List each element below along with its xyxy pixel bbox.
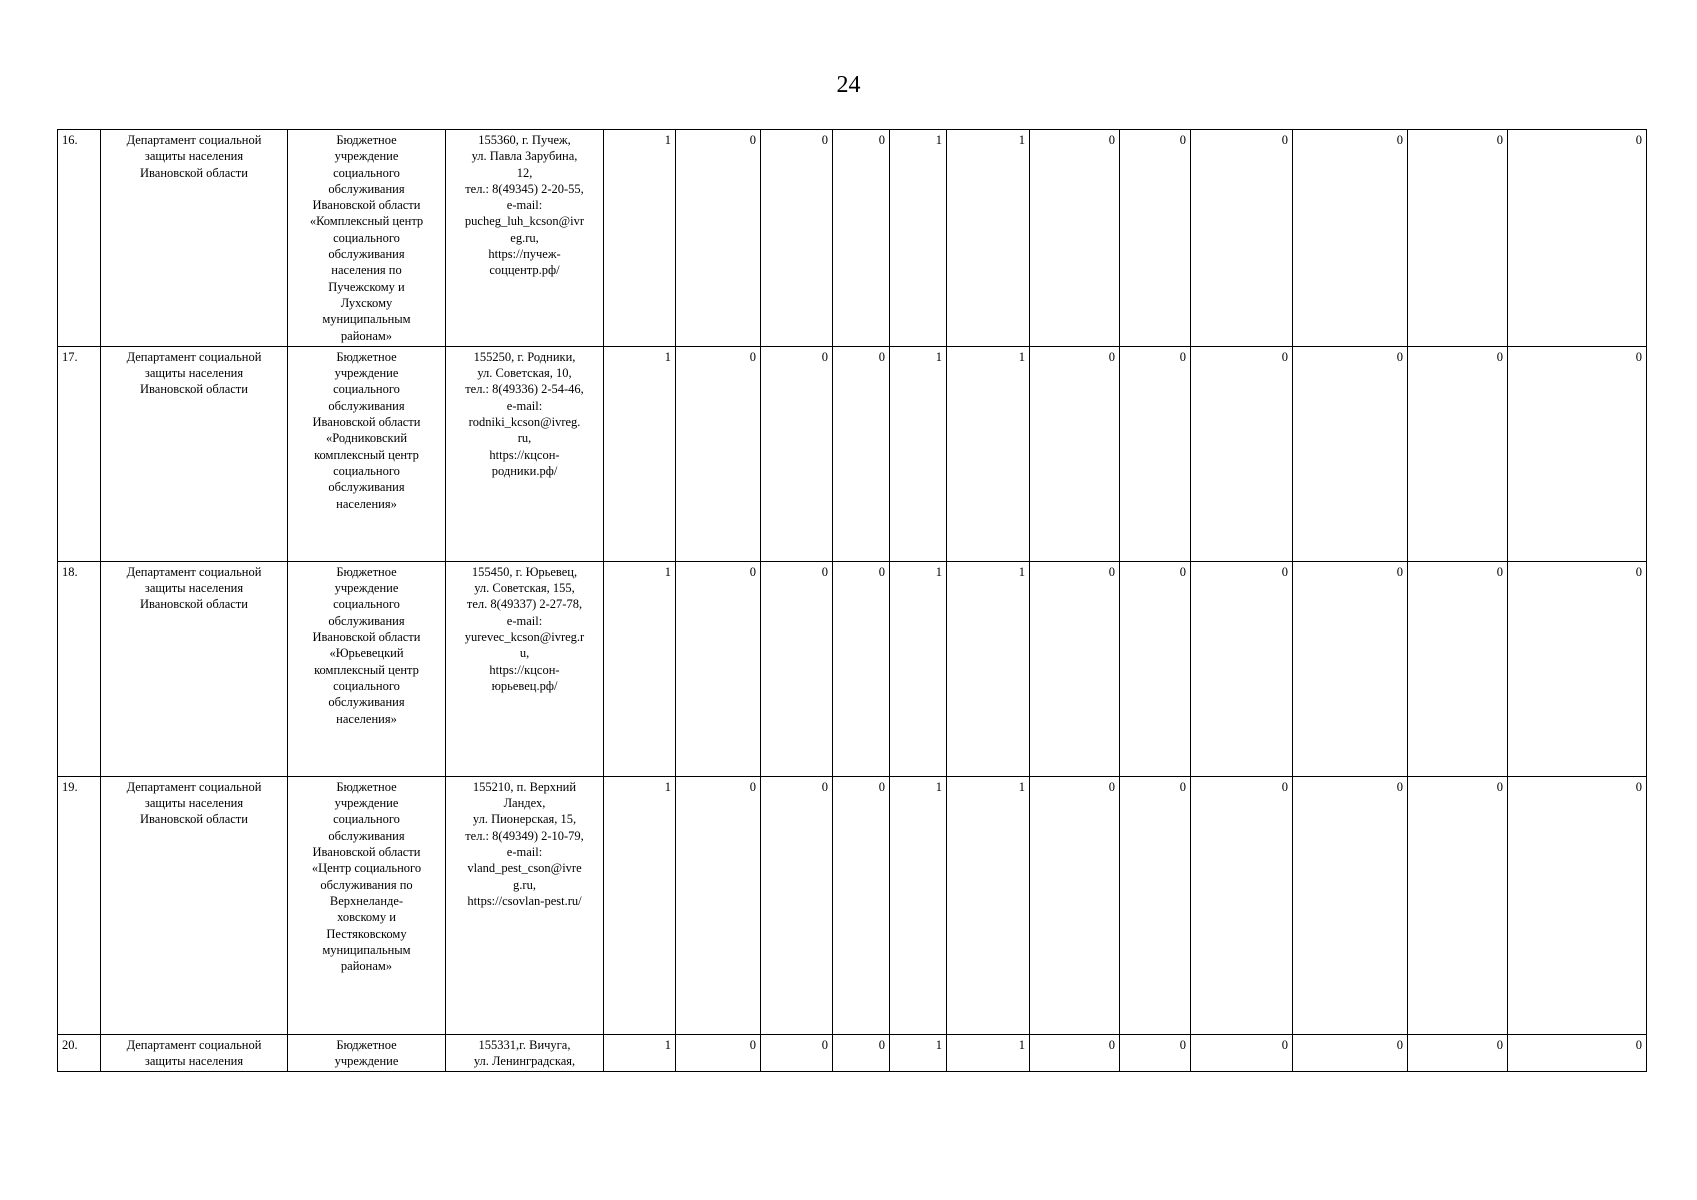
value-cell: 0 <box>1120 130 1191 347</box>
value-cell: 0 <box>1030 776 1120 1034</box>
institution-cell: Бюджетное учреждение социального обслуживания Ивановской области «Юрьевецкий комплексный центр социального обслуживания населения» <box>288 561 446 776</box>
value-cell: 0 <box>833 346 890 561</box>
value-cell: 0 <box>1191 346 1293 561</box>
value-cell: 0 <box>1508 130 1647 347</box>
value-cell: 0 <box>761 130 833 347</box>
value-cell: 1 <box>604 1034 676 1072</box>
value-cell: 1 <box>604 346 676 561</box>
value-cell: 0 <box>1508 346 1647 561</box>
authority-cell: Департамент социальной защиты населения <box>101 1034 288 1072</box>
table-row <box>58 1034 1647 1072</box>
table-row <box>58 776 1647 1034</box>
value-cell: 1 <box>947 1034 1030 1072</box>
value-cell: 1 <box>890 346 947 561</box>
authority-cell: Департамент социальной защиты населения Ивановской области <box>101 346 288 561</box>
value-cell: 1 <box>604 561 676 776</box>
value-cell: 1 <box>890 561 947 776</box>
institution-cell: Бюджетное учреждение <box>288 1034 446 1072</box>
value-cell: 0 <box>1508 776 1647 1034</box>
value-cell: 0 <box>1120 1034 1191 1072</box>
value-cell: 1 <box>947 346 1030 561</box>
value-cell: 0 <box>1120 561 1191 776</box>
table-row <box>58 346 1647 561</box>
address-cell: 155331,г. Вичуга, ул. Ленинградская, <box>446 1034 604 1072</box>
authority-cell: Департамент социальной защиты населения Ивановской области <box>101 130 288 347</box>
institution-cell: Бюджетное учреждение социального обслуживания Ивановской области «Родниковский комплексный центр социального обслуживания населения» <box>288 346 446 561</box>
value-cell: 0 <box>761 561 833 776</box>
address-cell: 155450, г. Юрьевец, ул. Советская, 155, тел. 8(49337) 2-27-78, e-mail: yurevec_kcson@ivreg.r u, https://кцсон- юрьевец.рф/ <box>446 561 604 776</box>
value-cell: 0 <box>1408 561 1508 776</box>
table-row <box>58 561 1647 776</box>
address-cell: 155210, п. Верхний Ландех, ул. Пионерская, 15, тел.: 8(49349) 2-10-79, e-mail: vland_pest_cson@ivre g.ru, https://csovlan-pest.ru/ <box>446 776 604 1034</box>
value-cell: 0 <box>1030 346 1120 561</box>
value-cell: 0 <box>1120 346 1191 561</box>
value-cell: 1 <box>947 776 1030 1034</box>
value-cell: 0 <box>1408 776 1508 1034</box>
value-cell: 1 <box>604 776 676 1034</box>
table-row <box>58 130 1647 347</box>
address-cell: 155360, г. Пучеж, ул. Павла Зарубина, 12, тел.: 8(49345) 2-20-55, e-mail: pucheg_luh_kcson@ivr eg.ru, https://пучеж- соццентр.рф/ <box>446 130 604 347</box>
page-number: 24 <box>836 72 861 98</box>
value-cell: 0 <box>1408 346 1508 561</box>
authority-cell: Департамент социальной защиты населения Ивановской области <box>101 561 288 776</box>
value-cell: 0 <box>1191 130 1293 347</box>
row-number: 17. <box>58 346 101 561</box>
value-cell: 1 <box>947 130 1030 347</box>
row-number: 20. <box>58 1034 101 1072</box>
value-cell: 1 <box>890 1034 947 1072</box>
row-number: 16. <box>58 130 101 347</box>
value-cell: 1 <box>890 776 947 1034</box>
value-cell: 0 <box>1293 130 1408 347</box>
value-cell: 0 <box>833 561 890 776</box>
value-cell: 0 <box>1508 561 1647 776</box>
value-cell: 1 <box>947 561 1030 776</box>
value-cell: 0 <box>1293 1034 1408 1072</box>
value-cell: 0 <box>1293 776 1408 1034</box>
value-cell: 0 <box>1408 130 1508 347</box>
value-cell: 0 <box>1408 1034 1508 1072</box>
value-cell: 0 <box>1030 130 1120 347</box>
row-number: 19. <box>58 776 101 1034</box>
authority-cell: Департамент социальной защиты населения Ивановской области <box>101 776 288 1034</box>
value-cell: 1 <box>604 130 676 347</box>
value-cell: 0 <box>1120 776 1191 1034</box>
value-cell: 0 <box>676 346 761 561</box>
value-cell: 0 <box>1293 346 1408 561</box>
value-cell: 0 <box>1293 561 1408 776</box>
value-cell: 0 <box>833 130 890 347</box>
value-cell: 0 <box>1508 1034 1647 1072</box>
value-cell: 0 <box>676 561 761 776</box>
value-cell: 1 <box>890 130 947 347</box>
value-cell: 0 <box>1030 1034 1120 1072</box>
value-cell: 0 <box>761 776 833 1034</box>
row-number: 18. <box>58 561 101 776</box>
value-cell: 0 <box>833 1034 890 1072</box>
value-cell: 0 <box>1191 561 1293 776</box>
value-cell: 0 <box>761 1034 833 1072</box>
value-cell: 0 <box>1191 776 1293 1034</box>
registry-table <box>57 129 1647 1072</box>
value-cell: 0 <box>1191 1034 1293 1072</box>
value-cell: 0 <box>761 346 833 561</box>
address-cell: 155250, г. Родники, ул. Советская, 10, тел.: 8(49336) 2-54-46, e-mail: rodniki_kcson@ivreg. ru, https://кцсон- родники.рф/ <box>446 346 604 561</box>
value-cell: 0 <box>676 130 761 347</box>
institution-cell: Бюджетное учреждение социального обслуживания Ивановской области «Комплексный центр социального обслуживания населения по Пучежскому и Лухскому муниципальным районам» <box>288 130 446 347</box>
value-cell: 0 <box>676 776 761 1034</box>
value-cell: 0 <box>833 776 890 1034</box>
institution-cell: Бюджетное учреждение социального обслуживания Ивановской области «Центр социального обслуживания по Верхнеланде- ховскому и Пестяковскому муниципальным районам» <box>288 776 446 1034</box>
value-cell: 0 <box>676 1034 761 1072</box>
value-cell: 0 <box>1030 561 1120 776</box>
